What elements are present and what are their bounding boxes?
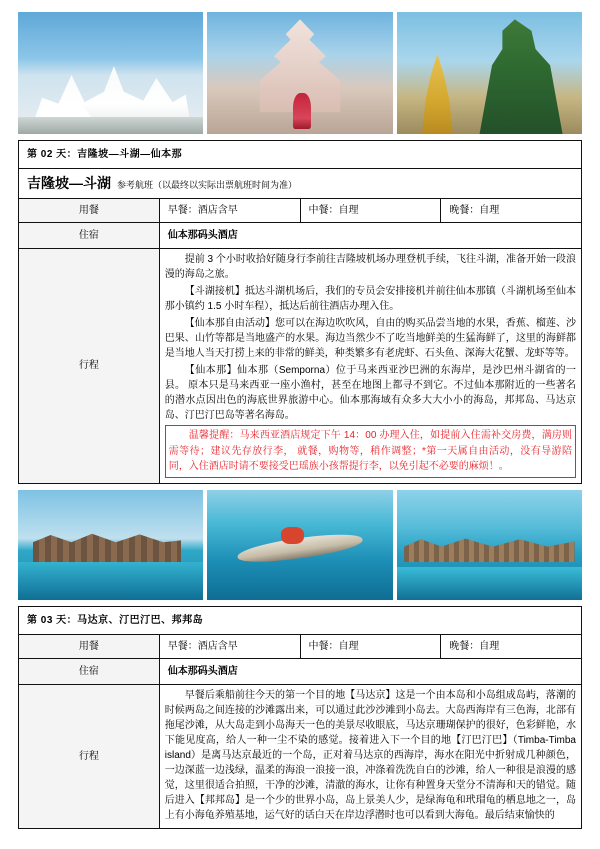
day3-table xyxy=(18,606,582,829)
stay-label: 住宿 xyxy=(19,223,160,249)
day2-stay-row xyxy=(19,223,582,249)
day3-dinner-value: 自理 xyxy=(479,640,500,652)
day2-warning-note: 温馨提醒：马来西亚酒店规定下午 14：00 办理入住，如提前入住需补交房费，满房则需等待；建议先存放行李， 就餐，购物等，稍作调整；*第一天属自由活动，没有导游陪同，入住酒店时请不要接受巴瑶族小孩帮提行李，以免引起不必要的麻烦！。 xyxy=(165,425,576,478)
white-temple-photo xyxy=(18,12,203,134)
day2-title: 第 02 天：吉隆坡—斗湖—仙本那 xyxy=(19,141,582,169)
day2-dinner xyxy=(441,199,582,223)
day3-title: 第 03 天：马达京、汀巴汀巴、邦邦岛 xyxy=(19,606,582,634)
itinerary-label: 行程 xyxy=(19,684,160,828)
meal-label: 用餐 xyxy=(19,634,160,658)
day2-breakfast-value: 酒店含早 xyxy=(197,205,238,216)
day3-stay-row xyxy=(19,658,582,684)
lunch-label: 中餐： xyxy=(308,205,339,216)
day2-para-2: 【仙本那自由活动】您可以在海边吹吹风，自由的购买品尝当地的水果，香蕉、榴莲、沙巴果、山竹等都是当地盛产的水果。海边当然少不了吃当地鲜美的生猛海鲜了，这里的海鲜都是当地人当天打捞上来的非常的鲜美，种类繁多有老虎虾、石头鱼、深海大花蟹、龙虾等等。 xyxy=(164,318,576,359)
day3-hotel: 仙本那码头酒店 xyxy=(159,658,581,684)
day2-itinerary-body xyxy=(159,249,581,484)
pink-temple-photo xyxy=(207,12,392,134)
day2-para-3: 【仙本那】仙本那（Semporna）位于马来西亚沙巴洲的东海岸，是沙巴州斗湖省的一县。 原本只是马来西亚一座小渔村，甚至在地图上都寻不到它。不过仙本那附近的一些著名的潜水点因出色的海底世界旅游中心。仙本那海域有众多大大小小的海岛，邦邦岛、马达京岛、汀巴汀巴岛等著名海岛。 xyxy=(164,365,576,421)
day3-lunch xyxy=(300,634,441,658)
day2-route-note: 参考航班（以最终以实际出票航班时间为准） xyxy=(117,180,298,190)
day3-dinner xyxy=(441,634,582,658)
day3-meal-row xyxy=(19,634,582,658)
day2-breakfast xyxy=(159,199,300,223)
day2-table xyxy=(18,140,582,484)
day2-hotel: 仙本那码头酒店 xyxy=(159,223,581,249)
meal-label: 用餐 xyxy=(19,199,160,223)
wooden-boat-photo xyxy=(207,490,392,600)
breakfast-label: 早餐： xyxy=(167,205,198,216)
day2-para-0: 提前 3 个小时收拾好随身行李前往吉隆坡机场办理登机手续，飞往斗湖，准备开始一段浪漫的海岛之旅。 xyxy=(164,254,576,280)
itinerary-label: 行程 xyxy=(19,249,160,484)
mid-photo-strip xyxy=(18,490,582,600)
day2-route: 吉隆坡—斗湖 xyxy=(27,175,111,191)
day3-itinerary-row xyxy=(19,684,582,828)
day2-route-row xyxy=(19,169,582,199)
day3-para-0: 早餐后乘船前往今天的第一个目的地【马达京】这是一个由本岛和小岛组成岛屿，落潮的时候两岛之间连接的沙滩露出来，可以通过此沙沙滩到小岛去。大岛西海岸有三色海，北部有拖尾沙滩，从大岛走到小岛海天一色的美景尽收眼底，马达京珊瑚保护的很好，色彩鲜艳，水下能见度高，给人一种一尘不染的感觉。接着进入下一个目的地【汀巴汀巴】（Timba-Timba island）是离马达京最近的一个岛，正对着马达京的西海岸，海水在阳光中折射成几种颜色，一边深蓝一边浅绿，温柔的海浪一浪接一浪，冲涤着洗洗自白的沙滩，给人一种很是浪漫的感觉，这里很适合拍照，干净的沙滩，清澈的海水，让你有种置身天堂分不清海和天的错觉。随后进入【邦邦岛】是一个少的世界小岛，岛上景美人少，是绿海龟和玳瑁龟的栖息地之一，岛上有小海龟养殖基地，运气好的话白天在岸边浮潜时也可以看到大海龟。最后结束愉快的 xyxy=(164,689,576,821)
day2-itinerary-row xyxy=(19,249,582,484)
day2-title-row xyxy=(19,141,582,169)
day2-lunch-value: 自理 xyxy=(338,205,359,216)
day3-title-row xyxy=(19,606,582,634)
top-photo-strip xyxy=(18,12,582,134)
dinner-label: 晚餐： xyxy=(449,205,480,216)
green-giant-statue-photo xyxy=(397,12,582,134)
day2-para-1: 【斗湖接机】抵达斗湖机场后，我们的专员会安排接机并前往仙本那镇（斗湖机场至仙本那小镇约 1.5 小时车程），抵达后前往酒店办理入住。 xyxy=(164,286,576,312)
day2-meal-row xyxy=(19,199,582,223)
jetty-photo xyxy=(397,490,582,600)
breakfast-label: 早餐： xyxy=(167,640,198,652)
day2-route-cell xyxy=(19,169,582,199)
day2-dinner-value: 自理 xyxy=(479,205,500,216)
stilt-village-photo xyxy=(18,490,203,600)
day3-itinerary-body xyxy=(159,684,581,828)
stay-label: 住宿 xyxy=(19,658,160,684)
dinner-label: 晚餐： xyxy=(449,640,480,652)
day3-lunch-value: 自理 xyxy=(338,640,359,652)
day2-lunch xyxy=(300,199,441,223)
lunch-label: 中餐： xyxy=(308,640,339,652)
day3-breakfast xyxy=(159,634,300,658)
day3-breakfast-value: 酒店含早 xyxy=(197,640,238,652)
